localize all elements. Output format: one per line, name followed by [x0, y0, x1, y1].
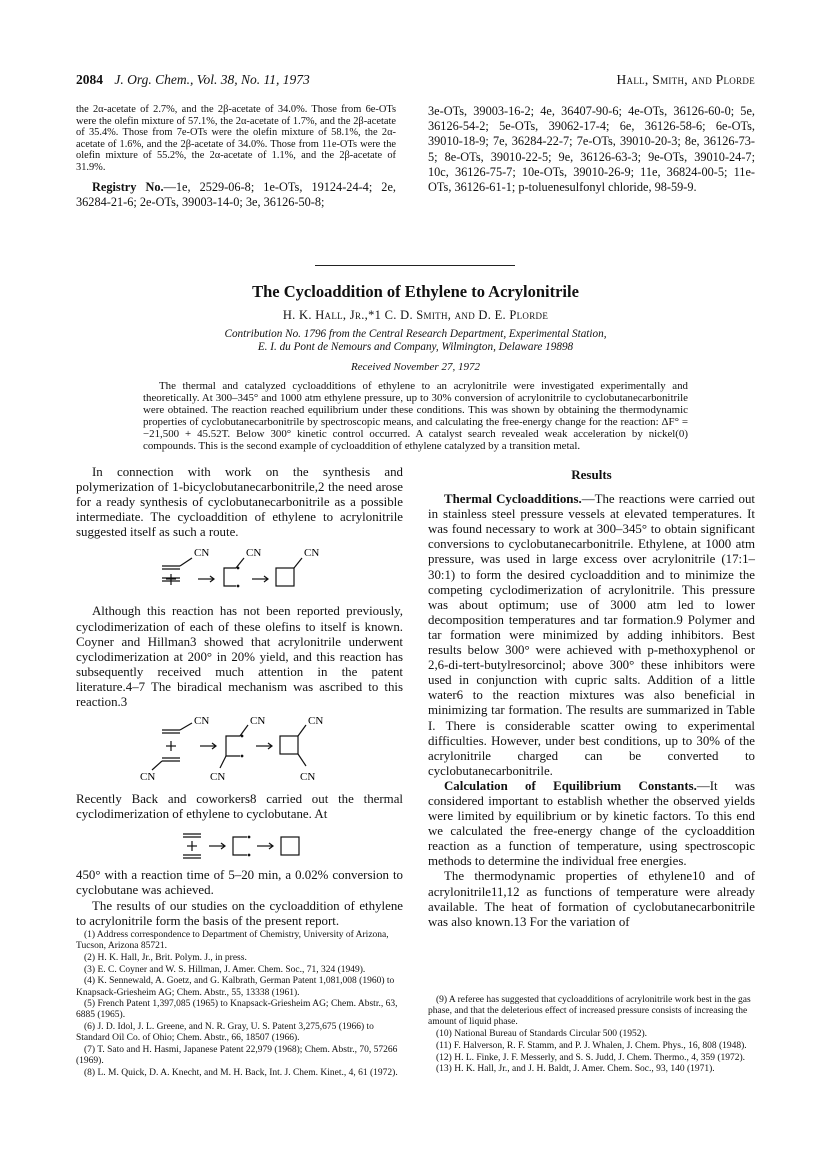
scheme-1-cn-label-a: CN: [193, 547, 209, 560]
page-number: 2084: [76, 72, 103, 87]
running-authors: Hall, Smith, and Plorde: [616, 72, 755, 87]
intro-paragraph-3: Recently Back and coworkers8 carried out the thermal cyclodimerization of ethylene to cyclobutane. At: [76, 792, 403, 822]
registry-label: Registry No.: [92, 179, 164, 194]
footnote: (12) H. L. Finke, J. F. Messerly, and S. S. Judd, J. Chem. Thermo., 4, 359 (1972).: [436, 1052, 746, 1063]
footnote: (1) Address correspondence to Department of Chemistry, University of Arizona, Tucson, Arizona 85721.: [76, 930, 389, 952]
article-title: The Cycloaddition of Ethylene to Acrylonitrile: [252, 282, 579, 301]
right-footnotes: [428, 995, 755, 1076]
footnote: (9) A referee has suggested that cycloadditions of acrylonitrile work best in the gas phase, and that the deleterious effect of increased pressure consists of increasing the amount of liquid phase.: [428, 995, 751, 1028]
thermal-runin-heading: Thermal Cycloadditions.: [444, 492, 582, 507]
intro-paragraph-4: 450° with a reaction time of 5–20 min, a 0.02% conversion to cyclobutane was achieved.: [76, 868, 403, 898]
scheme-2-acrylonitrile-dimerization: [140, 716, 340, 786]
registry-left-text: —1e, 2529-06-8; 1e-OTs, 19124-24-4; 2e, 36284-21-6; 2e-OTs, 39003-14-0; 3e, 36126-50-8;: [76, 179, 396, 209]
registry-numbers-right: [428, 104, 755, 195]
scheme-1-cn-label-c: CN: [303, 547, 319, 560]
article-affiliation: [60, 328, 771, 354]
results-heading: Results: [571, 467, 612, 482]
footnote: (11) F. Halverson, R. F. Stamm, and P. J. Whalen, J. Chem. Phys., 16, 808 (1948).: [436, 1040, 747, 1051]
scheme-1-cn-label-b: CN: [245, 547, 261, 560]
thermodynamic-properties-paragraph: The thermodynamic properties of ethylene10 and of acrylonitrile11,12 as functions of temperature were already available. The heat of formation of cyclobutanecarbonitrile was also known.13 For the variation of: [428, 869, 755, 929]
intro-paragraph-1: In connection with work on the synthesis and polymerization of 1-bicyclobutanecarbonitrile,2 the need arose for a ready synthesis of cyclobutanecarbonitrile as a possible intermediate. The cycloaddition of ethylene to acrylonitrile suggested itself as such a route.: [76, 465, 403, 540]
footnote: (10) National Bureau of Standards Circular 500 (1952).: [436, 1029, 648, 1040]
footnote: (2) H. K. Hall, Jr., Brit. Polym. J., in press.: [84, 952, 247, 963]
left-footnotes: [76, 930, 403, 1080]
footnote: (8) L. M. Quick, D. A. Knecht, and M. H. Back, Int. J. Chem. Kinet., 4, 61 (1972).: [84, 1067, 398, 1078]
scheme-1-cycloaddition: [140, 546, 340, 598]
registry-numbers-left: [76, 180, 396, 210]
scheme-3-ethylene-dimerization: [165, 828, 315, 862]
calc-text: —It was considered important to establish whether the observed yields were limited by equilibrium or by kinetic factors. To this end we calculated the free-energy change of the cycloaddition reaction as a function of temperature, using spectroscopic methods to determine the individual free energies.: [428, 778, 755, 869]
footnote: (13) H. K. Hall, Jr., and J. H. Baldt, J. Amer. Chem. Soc., 93, 140 (1971).: [436, 1064, 715, 1075]
footnote: (3) E. C. Coyner and W. S. Hillman, J. Amer. Chem. Soc., 71, 324 (1949).: [84, 964, 366, 975]
scheme-2-cn-label-d: CN: [209, 771, 225, 784]
scheme-2-cn-label-a: CN: [193, 716, 209, 728]
footnote: (7) T. Sato and H. Hasmi, Japanese Patent 22,979 (1968); Chem. Abstr., 70, 57266 (1969).: [76, 1045, 398, 1067]
left-column: [76, 465, 403, 929]
calc-runin-heading: Calculation of Equilibrium Constants.: [444, 778, 697, 793]
scheme-2-cn-label-f: CN: [299, 771, 315, 784]
footnote: (5) French Patent 1,397,085 (1965) to Knapsack-Griesheim AG; Chem. Abstr., 63, 6885 (1965).: [76, 999, 398, 1021]
affiliation-line-2: E. I. du Pont de Nemours and Company, Wilmington, Delaware 19898: [257, 341, 574, 353]
right-column: [428, 467, 755, 930]
footnote: (4) K. Sennewald, A. Goetz, and G. Kalbrath, German Patent 1,081,008 (1960) to Knapsack-Griesheim AG; Chem. Abstr., 55, 13338 (1961).: [76, 976, 395, 998]
scheme-2-cn-label-b: CN: [139, 771, 155, 784]
article-separator: [315, 265, 515, 266]
abstract: The thermal and catalyzed cycloadditions of ethylene to an acrylonitrile were investigated experimentally and theoretically. At 300–345° and 1000 atm ethylene pressure, up to 30% conversion of acrylonitrile to cyclobutanecarbonitrile were obtained. The reaction reached equilibrium under these conditions. This was shown by obtaining the thermodynamic properties of cyclobutanecarbonitrile by spectroscopic means, and calculating the free-energy change for the reaction: ΔF° = −21,500 + 45.52T. Below 300° kinetic control occurred. A catalyst search revealed weak acceleration by nickel(0) compounds. This is the second example of cycloaddition of ethylene catalyzed by a transition metal.: [143, 380, 688, 452]
equilibrium-constants-paragraph: [428, 779, 755, 870]
previous-article-text: the 2α-acetate of 2.7%, and the 2β-acetate of 34.0%. Those from 6e-OTs were the olefin mixture of 57.1%, the 2α-acetate of 1.7%, and the 2β-acetate of 35.4%. Those from 7e-OTs were the olefin mixture of 58.1%, the 2α-acetate of 1.6%, and the 2β-acetate of 34.0%. Those from 11e-OTs were the olefin mixture of 55.2%, the 2α-acetate of 1.1%, and the 2β-acetate of 31.9%.: [76, 104, 396, 173]
running-header: [76, 72, 755, 90]
thermal-cycloadditions-paragraph: [428, 492, 755, 779]
intro-paragraph-5: The results of our studies on the cycloaddition of ethylene to acrylonitrile form the basis of the present report.: [76, 898, 403, 928]
scheme-2-cn-label-e: CN: [307, 716, 323, 728]
article-authors: H. K. Hall, Jr.,*1 C. D. Smith, and D. E. Plorde: [282, 308, 549, 322]
previous-article-continuation: [76, 104, 396, 210]
scheme-2-cn-label-c: CN: [249, 716, 265, 728]
affiliation-line-1: Contribution No. 1796 from the Central Research Department, Experimental Station,: [224, 328, 607, 340]
thermal-text: —The reactions were carried out in stainless steel pressure vessels at elevated temperatures. It was found necessary to work at 300–345° to obtain significant conversions to cyclobutanecarbonitrile. Ethylene, at 1000 atm pressure, was used in large excess over acrylonitrile (17:1–30:1) to form the desired cycloaddition and to minimize the competing cyclodimerization of acrylonitrile. This pressure was about optimum; use of 3000 atm led to lower decomposition temperatures and tar formation.9 Polymer and tar formation were minimized by adding inhibitors. Best results below 300° were achieved with p-methoxyphenol or 2,6-di-tert-butylresorcinol; above 300° these inhibitors were used in conjunction with cupric salts. Addition of a little water6 to the reaction mixtures was also beneficial in minimizing tar formation. The results are summarized in Table I. There is considerable scatter owing to experimental difficulties. However, under best conditions, up to 30% of the acrylonitrile charged can be converted to cyclobutanecarbonitrile.: [428, 492, 755, 778]
journal-citation: J. Org. Chem., Vol. 38, No. 11, 1973: [114, 72, 310, 87]
received-date: Received November 27, 1972: [351, 361, 480, 373]
intro-paragraph-2: Although this reaction has not been reported previously, cyclodimerization of each of these olefins to itself is known. Coyner and Hillman3 showed that acrylonitrile underwent cyclodimerization at 200° in 20% yield, and this reaction has subsequently received much attention in the patent literature.4–7 The biradical mechanism was ascribed to this reaction.3: [76, 604, 403, 710]
registry-right-text: 3e-OTs, 39003-16-2; 4e, 36407-90-6; 4e-OTs, 36126-60-0; 5e, 36126-54-2; 5e-OTs, 39062-17-4; 6e, 36126-58-6; 6e-OTs, 39010-18-9; 7e, 36284-22-7; 7e-OTs, 39010-20-3; 8e, 36126-73-5; 8e-OTs, 39010-22-5; 9e, 36126-63-3; 9e-OTs, 39010-24-7; 10c, 36126-75-7; 10e-OTs, 39010-26-9; 11e, 36824-00-5; 11e-OTs, 36126-61-1; p-toluenesulfonyl chloride, 98-59-9.: [428, 104, 755, 195]
footnote: (6) J. D. Idol, J. L. Greene, and N. R. Gray, U. S. Patent 3,275,675 (1966) to Standard Oil Co. of Ohio; Chem. Abstr., 66, 18507 (1966).: [76, 1022, 374, 1044]
